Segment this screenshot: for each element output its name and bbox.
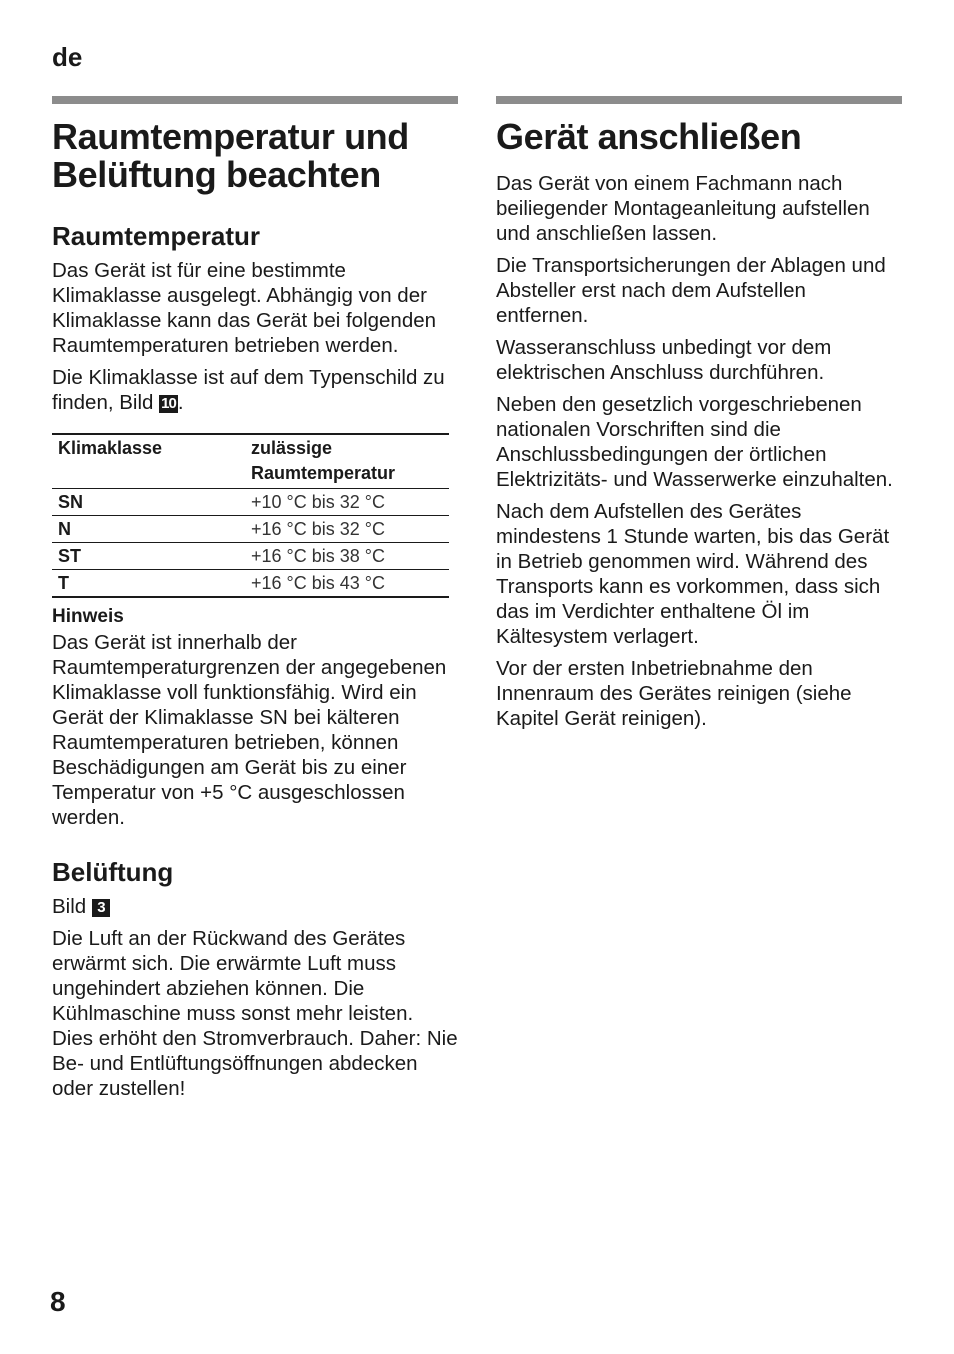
page-title-right: Gerät anschließen [496,116,802,157]
paragraph: Vor der ersten Inbetriebnahme den Innenraum des Gerätes reinigen (siehe Kapitel Gerät reinigen). [496,657,852,730]
paragraph-text: Die Klimaklasse ist auf dem Typenschild zu finden, Bild [52,366,445,414]
paragraph: Neben den gesetzlich vorgeschriebenen nationalen Vorschriften sind die Anschlussbedingungen der örtlichen Elektrizitäts- und Wasserwerke einzuhalten. [496,393,893,491]
figure-reference [52,894,458,919]
temperature-range-cell: +16 °C bis 43 °C [251,573,385,593]
temperature-range-cell: +16 °C bis 38 °C [251,546,385,566]
temperature-range-cell: +10 °C bis 32 °C [251,492,385,512]
column-header-klimaklasse: Klimaklasse [58,438,163,458]
paragraph: Nach dem Aufstellen des Gerätes mindestens 1 Stunde warten, bis das Gerät in Betrieb genommen wird. Während des Transports kann es vorkommen, dass sich das im Verdichter enthaltene Öl im Kältesystem verlagert. [496,500,890,648]
paragraph: Das Gerät von einem Fachmann nach beiliegender Montageanleitung aufstellen und anschließen lassen. [496,172,870,245]
climate-class-cell: SN [58,492,84,512]
right-column [496,96,902,731]
figure-label: Bild [52,895,92,918]
climate-class-cell: N [58,519,71,539]
climate-class-cell: T [58,573,69,593]
table-row [52,570,449,598]
page-title-left: Raumtemperatur und Belüftung beachten [52,116,409,195]
paragraph: Das Gerät ist für eine bestimmte Klimaklasse ausgelegt. Abhängig von der Klimaklasse kann das Gerät bei folgenden Raumtemperaturen betrieben werden. [52,259,437,357]
table-header-row [52,434,449,489]
section-rule [496,96,902,104]
climate-class-cell: ST [58,546,82,566]
left-column [52,96,458,1101]
heading-belueftung: Belüftung [52,857,174,887]
figure-reference-badge: 3 [92,899,110,917]
heading-raumtemperatur: Raumtemperatur [52,221,261,251]
paragraph: Die Transportsicherungen der Ablagen und Absteller erst nach dem Aufstellen entfernen. [496,254,886,327]
page-number: 8 [50,1286,66,1317]
note-text: Das Gerät ist innerhalb der Raumtemperaturgrenzen der angegebenen Klimaklasse voll funktionsfähig. Wird ein Gerät der Klimaklasse SN bei kälteren Raumtemperaturen betrieben, können Beschädigungen am Gerät bis zu einer Temperatur von +5 °C ausgeschlossen werden. [52,631,447,829]
table-row [52,543,449,570]
table-row [52,489,449,516]
column-header-raumtemperatur: zulässige Raumtemperatur [251,438,396,483]
section-rule [52,96,458,104]
paragraph-typenschild [52,365,458,415]
paragraph: Wasseranschluss unbedingt vor dem elektrischen Anschluss durchführen. [496,336,832,384]
figure-reference-badge: 10 [161,395,176,412]
paragraph-end: . [177,391,184,414]
temperature-range-cell: +16 °C bis 32 °C [251,519,385,539]
table-row [52,516,449,543]
language-code: de [52,42,83,72]
climate-class-table [52,433,449,598]
note-heading: Hinweis [52,606,124,627]
paragraph: Die Luft an der Rückwand des Gerätes erwärmt sich. Die erwärmte Luft muss ungehindert abziehen können. Die Kühlmaschine muss sonst mehr leisten. Dies erhöht den Stromverbrauch. Daher: Nie Be- und Entlüftungsöffnungen abdecken oder zustellen! [52,927,458,1100]
